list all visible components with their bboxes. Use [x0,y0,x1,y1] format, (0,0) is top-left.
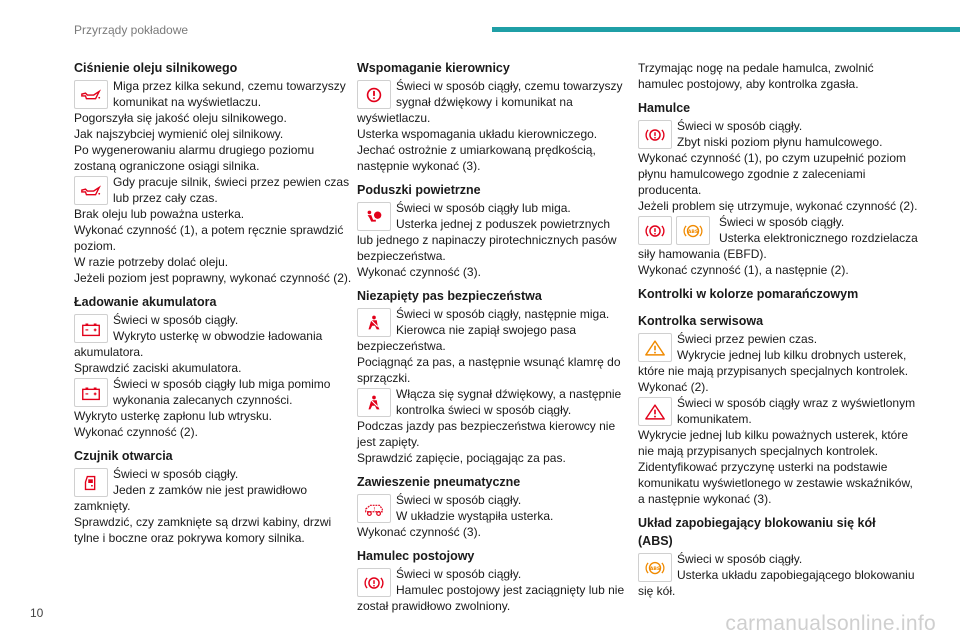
text-line: Usterka wspomagania układu kierowniczego. [357,127,598,141]
text-line: kontrolka świeci w sposób ciągły. [396,403,572,417]
text-line: został prawidłowo zwolniony. [357,599,511,613]
icon-paragraph [357,306,637,338]
text-line: bezpieczeństwa. [357,249,446,263]
icon-paragraph [357,386,637,418]
section-oil-pressure [74,60,354,286]
text-line: Świeci w sposób ciągły lub miga pomimo [113,377,331,391]
abs-icon-label: ABS [649,566,661,572]
section-title: Kontrolka serwisowa [638,314,764,328]
text-line: Świeci w sposób ciągły lub miga. [396,201,571,215]
icon-paragraph [638,331,918,363]
text-line: sygnał dźwiękowy i komunikat na [396,95,573,109]
text-line: Wykryto usterkę w obwodzie ładowania [113,329,323,343]
text-line: Podczas jazdy pas bezpieczeństwa kierowcy nie [357,419,616,433]
warning-triangle-icon [638,397,672,426]
abs-icon [638,553,672,582]
airbag-icon [357,202,391,231]
air-suspension-icon [357,494,391,523]
section-airbags [357,182,637,280]
text-line: zostaną ograniczone osiągi silnika. [74,159,260,173]
text-line: poziom. [74,239,117,253]
text-line: komunikatem. [677,412,752,426]
text-line: Zidentyfikować przyczynę usterki na podstawie [638,460,888,474]
door-open-icon [74,468,108,497]
text-line: Świeci w sposób ciągły wraz z wyświetlonym [677,396,916,410]
text-line: siły hamowania (EBFD). [638,247,767,261]
section-title: Ładowanie akumulatora [74,295,217,309]
page-number: 10 [30,606,44,620]
text-line: Wykonać czynność (1), po czym uzupełnić poziom [638,151,906,165]
section-parking-brake [357,548,637,614]
icon-paragraph [638,551,918,583]
text-line: Świeci w sposób ciągły. [719,215,845,229]
text-line: akumulatora. [74,345,144,359]
section-title: Niezapięty pas bezpieczeństwa [357,289,542,303]
text-line: następnie wykonać (3). [357,159,481,173]
section-title: Zawieszenie pneumatyczne [357,475,521,489]
section-title: Hamulec postojowy [357,549,475,563]
text-line: Pogorszyła się jakość oleju silnikowego. [74,111,287,125]
seatbelt-icon [357,308,391,337]
text-line: Wykryto usterkę zapłonu lub wtrysku. [74,409,272,423]
icon-paragraph [638,118,918,150]
text-line: W razie potrzeby dolać oleju. [74,255,229,269]
text-line: jest zapięty. [357,435,420,449]
section-heading: Kontrolki w kolorze pomarańczowym [638,287,859,301]
text-line: Hamulec postojowy jest zaciągnięty lub nie [396,583,625,597]
icon-paragraph [74,466,354,498]
text-line: zamknięty. [74,499,131,513]
header-title: Przyrządy pokładowe [74,23,189,37]
column-2 [357,60,637,622]
text-line: Wykonać czynność (1), a następnie (2). [638,263,849,277]
text-line: Jeżeli problem się utrzymuje, wykonać czynność (2). [638,199,918,213]
steering-wheel-warning-icon [357,80,391,109]
watermark: carmanualsonline.info [725,612,936,635]
text-line: Wykonać czynność (3). [357,525,481,539]
icon-paragraph [357,492,637,524]
icon-paragraph [74,312,354,344]
text-line: wyświetlaczu. [357,111,431,125]
icon-paragraph [357,78,637,110]
section-title: Ciśnienie oleju silnikowego [74,61,238,75]
section-seatbelt [357,288,637,466]
text-line: tylne i boczne oraz pokrywa komory silnika. [74,531,305,545]
text-line: Wykrycie jednej lub kilku drobnych usterek, [677,348,907,362]
text-line: Wykonać czynność (2). [74,425,198,439]
text-line: Świeci w sposób ciągły, czemu towarzyszy [396,79,623,93]
text-line: które nie mają przypisanych specjalnych kontrolek. [638,364,909,378]
icon-paragraph [74,174,354,206]
text-line: Jak najszybciej wymienić olej silnikowy. [74,127,284,141]
abs-icon-label: ABS [687,229,699,235]
icon-paragraph [74,376,354,408]
icon-paragraph [74,78,354,110]
text-line: Świeci w sposób ciągły. [113,313,239,327]
section-brakes [638,100,918,278]
text-line: Jeżeli poziom jest poprawny, wykonać czynność (2). [74,271,352,285]
header-accent-bar [492,27,960,32]
warning-triangle-icon [638,333,672,362]
text-line: Sprawdzić zapięcie, pociągając za pas. [357,451,566,465]
text-line: Świeci w sposób ciągły. [677,552,803,566]
text-line: komunikatu wyświetlonego w zestawie wskaźników, [638,476,913,490]
section-battery [74,294,354,440]
column-1 [74,60,354,554]
text-line: hamulec postojowy, aby kontrolka zgasła. [638,77,859,91]
text-line: Świeci w sposób ciągły, następnie miga. [396,307,610,321]
section-power-steering [357,60,637,174]
text-line: Jechać ostrożnie z umiarkowaną prędkością, [357,143,596,157]
svg-text:!: ! [373,506,376,513]
text-line: Brak oleju lub poważna usterka. [74,207,245,221]
text-line: komunikat na wyświetlaczu. [113,95,262,109]
text-line: Wykrycie jednej lub kilku poważnych usterek, które [638,428,909,442]
section-title: Poduszki powietrzne [357,183,481,197]
text-line: Wykonać czynność (3). [357,265,481,279]
battery-icon [74,314,108,343]
section-service [638,313,918,507]
text-line: Usterka układu zapobiegającego blokowaniu [677,568,915,582]
text-line: Kierowca nie zapiął swojego pasa [396,323,577,337]
text-line: Świeci w sposób ciągły. [396,567,522,581]
text-line: Wykonać (2). [638,380,709,394]
battery-icon [74,378,108,407]
text-line: płynu hamulcowego zgodnie z zaleceniami [638,167,866,181]
text-line: Wykonać czynność (1), a potem ręcznie sprawdzić [74,223,344,237]
icon-paragraph [357,200,637,232]
text-line: Włącza się sygnał dźwiękowy, a następnie [396,387,622,401]
text-line: nie mają przypisanych specjalnych kontrolek. [638,444,879,458]
text-line: Jeden z zamków nie jest prawidłowo [113,483,308,497]
icon-paragraph [638,214,918,246]
text-line: Sprawdzić zaciski akumulatora. [74,361,242,375]
column-3 [638,60,918,607]
seatbelt-icon [357,388,391,417]
icon-group [638,216,714,245]
text-line: producenta. [638,183,702,197]
text-line: bezpieczeństwa. [357,339,446,353]
oil-can-icon [74,80,108,109]
text-line: się kół. [638,584,676,598]
text-line: Świeci przez pewien czas. [677,332,818,346]
section-title: Hamulce [638,101,691,115]
text-line: lub jednego z napinaczy pirotechnicznych pasów [357,233,617,247]
section-orange-heading [638,286,918,303]
brake-warning-icon [638,120,672,149]
text-line: Świeci w sposób ciągły. [677,119,803,133]
text-line: Miga przez kilka sekund, czemu towarzyszy [113,79,346,93]
section-title: (ABS) [638,534,673,548]
text-line: W układzie wystąpiła usterka. [396,509,554,523]
brake-warning-icon [357,568,391,597]
text-line: wykonania zalecanych czynności. [113,393,293,407]
text-line: Sprawdzić, czy zamknięte są drzwi kabiny, drzwi [74,515,332,529]
brake-warning-icon [638,216,672,245]
section-title: Czujnik otwarcia [74,449,173,463]
section-title: Układ zapobiegający blokowaniu się kół [638,516,876,530]
text-line: Pociągnąć za pas, a następnie wsunąć klamrę do [357,355,621,369]
text-line: a następnie wykonać (3). [638,492,772,506]
text-line: sprzączki. [357,371,411,385]
text-line: Świeci w sposób ciągły. [113,467,239,481]
parking-brake-continued [638,60,918,92]
text-line: Trzymając nogę na pedale hamulca, zwolnić [638,61,874,75]
section-abs [638,515,918,599]
icon-paragraph [638,395,918,427]
section-title: Wspomaganie kierownicy [357,61,510,75]
text-line: Po wygenerowaniu alarmu drugiego poziomu [74,143,315,157]
text-line: Zbyt niski poziom płynu hamulcowego. [677,135,883,149]
section-air-suspension [357,474,637,540]
text-line: Usterka jednej z poduszek powietrznych [396,217,611,231]
icon-paragraph [357,566,637,598]
text-line: Usterka elektronicznego rozdzielacza [719,231,918,245]
text-line: Świeci w sposób ciągły. [396,493,522,507]
abs-icon [676,216,710,245]
text-line: lub przez cały czas. [113,191,218,205]
section-door-sensor [74,448,354,546]
oil-can-icon [74,176,108,205]
text-line: Gdy pracuje silnik, świeci przez pewien czas [113,175,350,189]
